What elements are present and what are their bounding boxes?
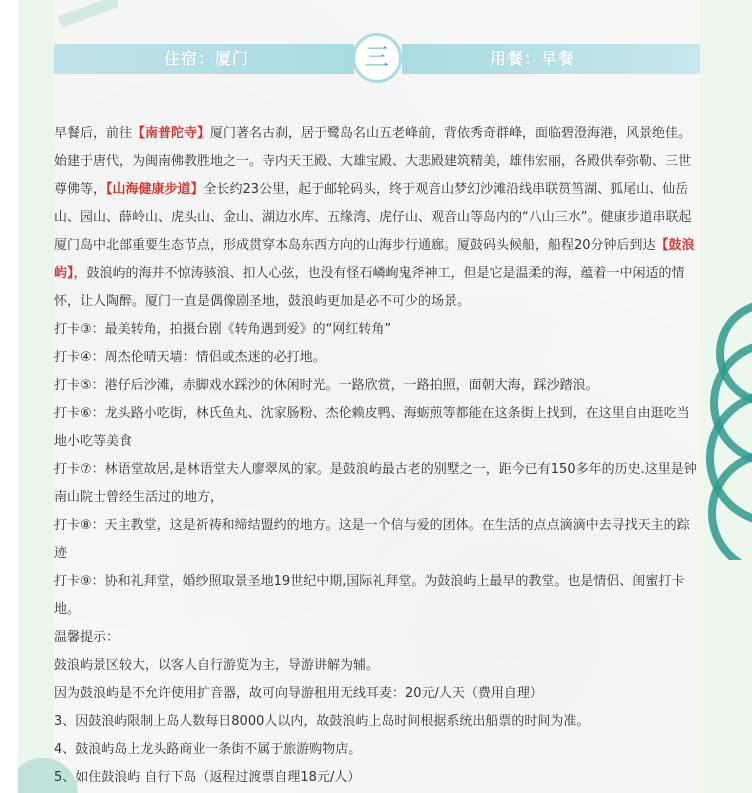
tip-3: 3、因鼓浪屿限制上岛人数每日8000人以内，故鼓浪屿上岛时间根据系统出船票的时间为准。 — [54, 714, 590, 729]
checkin-8: 打卡⑧：天主教堂，这是祈祷和缔结盟约的地方。这是一个信与爱的团体。在生活的点点滴滴中去寻找天主的踪迹 — [54, 518, 690, 561]
itinerary-content — [54, 120, 700, 792]
intro-text-4: ，鼓浪屿的海并不惊涛骇浪、扣人心弦，也没有怪石嶙峋鬼斧神工，但是它是温柔的海，蕴着一中闲适的情怀，让人陶醉。厦门一直是偶像剧圣地，鼓浪屿更加是必不可少的场景。 — [54, 266, 685, 309]
highlight-trail: 【山海健康步道】 — [106, 182, 204, 197]
tip-1: 鼓浪屿景区较大，以客人自行游览为主，导游讲解为辅。 — [54, 658, 380, 673]
left-edge — [0, 0, 18, 793]
checkin-4: 打卡④：周杰伦晴天墙：情侣或杰迷的必打地。 — [54, 350, 326, 365]
tip-2: 因为鼓浪屿是不允许使用扩音器，故可向导游租用无线耳麦：20元/人天（费用自理） — [54, 686, 543, 701]
decorative-arcs-right — [696, 300, 752, 560]
highlight-gulangyu: 【鼓浪屿】 — [54, 238, 695, 281]
accommodation-label: 住宿：厦门 — [164, 49, 250, 68]
tip-4: 4、鼓浪屿岛上龙头路商业一条街不属于旅游购物店。 — [54, 742, 362, 757]
decorative-stripe-top — [58, 0, 118, 30]
day-number: 三 — [365, 43, 389, 71]
checkin-7: 打卡⑦：林语堂故居,是林语堂夫人廖翠凤的家。是鼓浪屿最古老的别墅之一，距今已有150多年的历史.这里是钟南山院士曾经生活过的地方， — [54, 462, 697, 505]
intro-text-2: 厦门著名古刹，居于鹭岛名山五老峰前，背依秀奇群峰，面临碧澄海港，风景绝佳。始建于唐代，为闽南佛教胜地之一。寺内天王殿、大雄宝殿、大悲殿建筑精美，雄伟宏丽，各殿供奉弥勒、三世尊佛等， — [54, 126, 692, 197]
tip-5: 5、如住鼓浪屿 自行下岛（返程过渡票自理18元/人） — [54, 770, 361, 785]
intro-text-3: 全长约23公里，起于邮轮码头，终于观音山梦幻沙滩沿线串联筼筜湖、狐尾山、仙岳山、园山、薛岭山、虎头山、金山、湖边水库、五缘湾、虎仔山、观音山等岛内的“八山三水”。健康步道串联起厦门岛中北部重要生态节点，形成贯穿本岛东西方向的山海步行通廊。厦鼓码头候船，船程20分钟后到达 — [54, 182, 692, 253]
day-number-badge — [352, 33, 402, 83]
checkin-3: 打卡③：最美转角，拍摄台剧《转角遇到爱》的“网红转角” — [54, 322, 392, 337]
intro-text-1: 早餐后，前往 — [54, 126, 133, 141]
highlight-nanputuo: 【南普陀寺】 — [132, 126, 211, 141]
tips-heading: 温馨提示： — [54, 630, 120, 645]
left-margin — [18, 0, 54, 793]
checkin-5: 打卡⑤：港仔后沙滩，赤脚戏水踩沙的休闲时光。一路欣赏，一路拍照，面朝大海，踩沙踏浪。 — [54, 378, 599, 393]
checkin-6: 打卡⑥：龙头路小吃街，林氏鱼丸、沈家肠粉、杰伦赖皮鸭、海蛎煎等都能在这条街上找到，在这里自由逛吃当地小吃等美食 — [54, 406, 690, 449]
checkin-9: 打卡⑨：协和礼拜堂，婚纱照取景圣地19世纪中期,国际礼拜堂。为鼓浪屿上最早的教堂。也是情侣、闺蜜打卡地。 — [54, 574, 685, 617]
intro-paragraph — [54, 120, 700, 316]
meal-label: 用餐：早餐 — [490, 49, 576, 68]
